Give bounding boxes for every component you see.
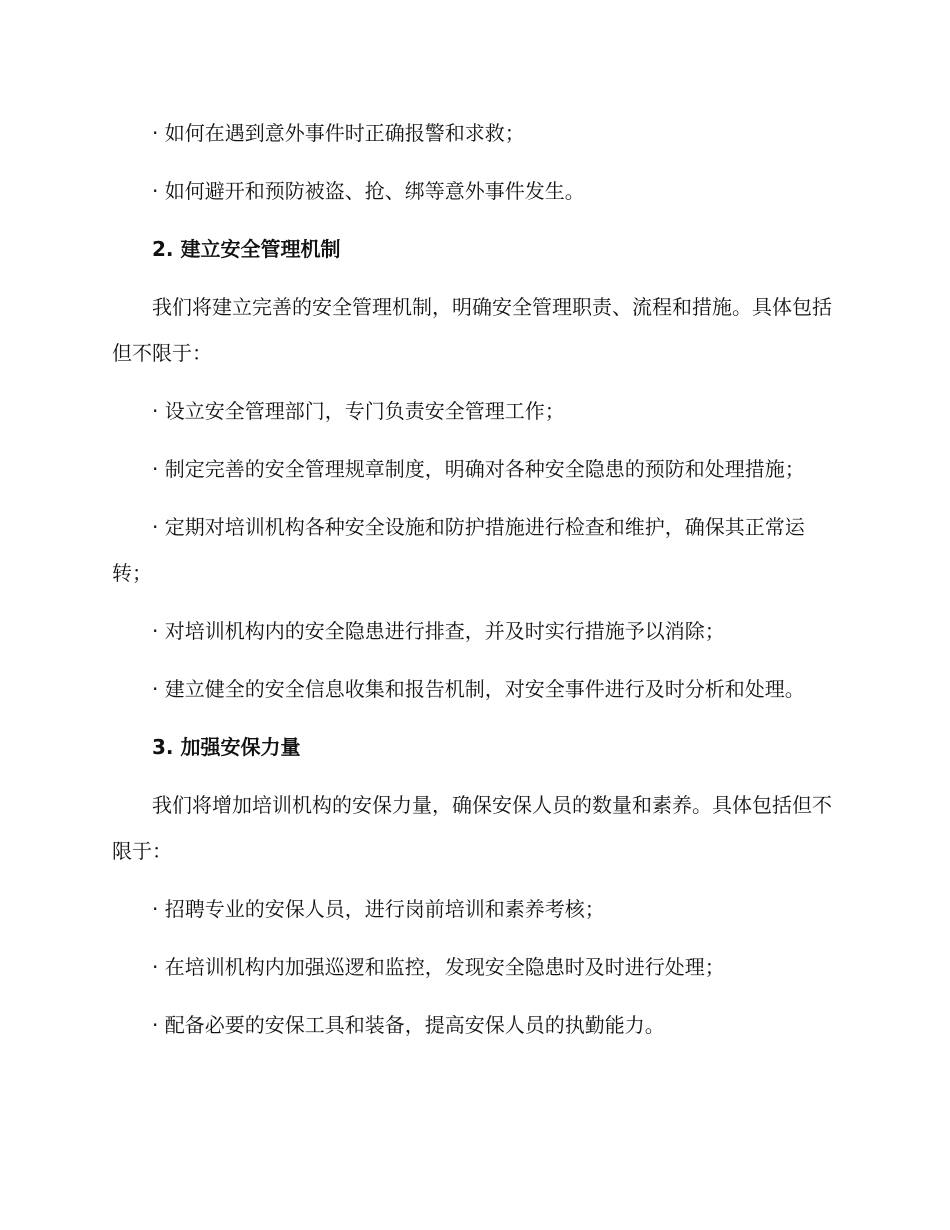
bullet-item: · 如何避开和预防被盗、抢、绑等意外事件发生。 (152, 179, 585, 203)
bullet-item: · 招聘专业的安保人员，进行岗前培训和素养考核； (152, 897, 605, 921)
bullet-item: · 设立安全管理部门，专门负责安全管理工作； (152, 399, 565, 423)
paragraph: 我们将增加培训机构的安保力量，确保安保人员的数量和素养。具体包括但不限于： (112, 793, 832, 863)
document-body (112, 110, 832, 1060)
bullet-item: · 定期对培训机构各种安全设施和防护措施进行检查和维护，确保其正常运转； (112, 515, 805, 585)
section-heading: 2. 建立安全管理机制 (152, 237, 341, 261)
bullet-item: · 制定完善的安全管理规章制度，明确对各种安全隐患的预防和处理措施； (152, 457, 805, 481)
section-heading: 3. 加强安保力量 (152, 735, 301, 759)
bullet-item: · 建立健全的安全信息收集和报告机制，对安全事件进行及时分析和处理。 (152, 677, 805, 701)
bullet-item: · 在培训机构内加强巡逻和监控，发现安全隐患时及时进行处理； (152, 955, 725, 979)
bullet-item: · 如何在遇到意外事件时正确报警和求救； (152, 121, 525, 145)
paragraph: 我们将建立完善的安全管理机制，明确安全管理职责、流程和措施。具体包括但不限于： (112, 295, 832, 365)
bullet-item: · 配备必要的安保工具和装备，提高安保人员的执勤能力。 (152, 1013, 665, 1037)
bullet-item: · 对培训机构内的安全隐患进行排查，并及时实行措施予以消除； (152, 619, 725, 643)
